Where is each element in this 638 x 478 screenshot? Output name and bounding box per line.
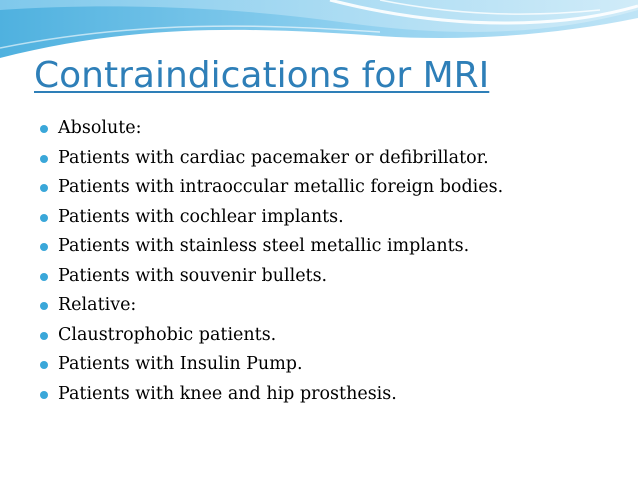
bullet-icon: [40, 391, 48, 399]
bullet-text: Patients with knee and hip prosthesis.: [58, 383, 397, 404]
bullet-text: Claustrophobic patients.: [58, 324, 277, 345]
bullet-icon: [40, 214, 48, 222]
bullet-icon: [40, 302, 48, 310]
bullet-text: Patients with cardiac pacemaker or defibrillator.: [58, 147, 489, 168]
bullet-icon: [40, 184, 48, 192]
bullet-text: Patients with intraoccular metallic foreign bodies.: [58, 177, 504, 197]
bullet-icon: [40, 243, 48, 251]
bullet-icon: [40, 155, 48, 163]
slide-title: Contraindications for MRI: [34, 55, 490, 96]
bullet-icon: [40, 273, 48, 281]
bullet-text: Absolute:: [58, 118, 142, 138]
bullet-text: Patients with Insulin Pump.: [58, 354, 303, 374]
bullet-icon: [40, 332, 48, 340]
bullet-text: Patients with stainless steel metallic implants.: [58, 236, 470, 256]
bullet-text: Relative:: [58, 295, 137, 315]
bullet-icon: [40, 125, 48, 133]
bullet-text: Patients with cochlear implants.: [58, 206, 344, 227]
bullet-icon: [40, 361, 48, 369]
bullet-text: Patients with souvenir bullets.: [58, 265, 328, 286]
